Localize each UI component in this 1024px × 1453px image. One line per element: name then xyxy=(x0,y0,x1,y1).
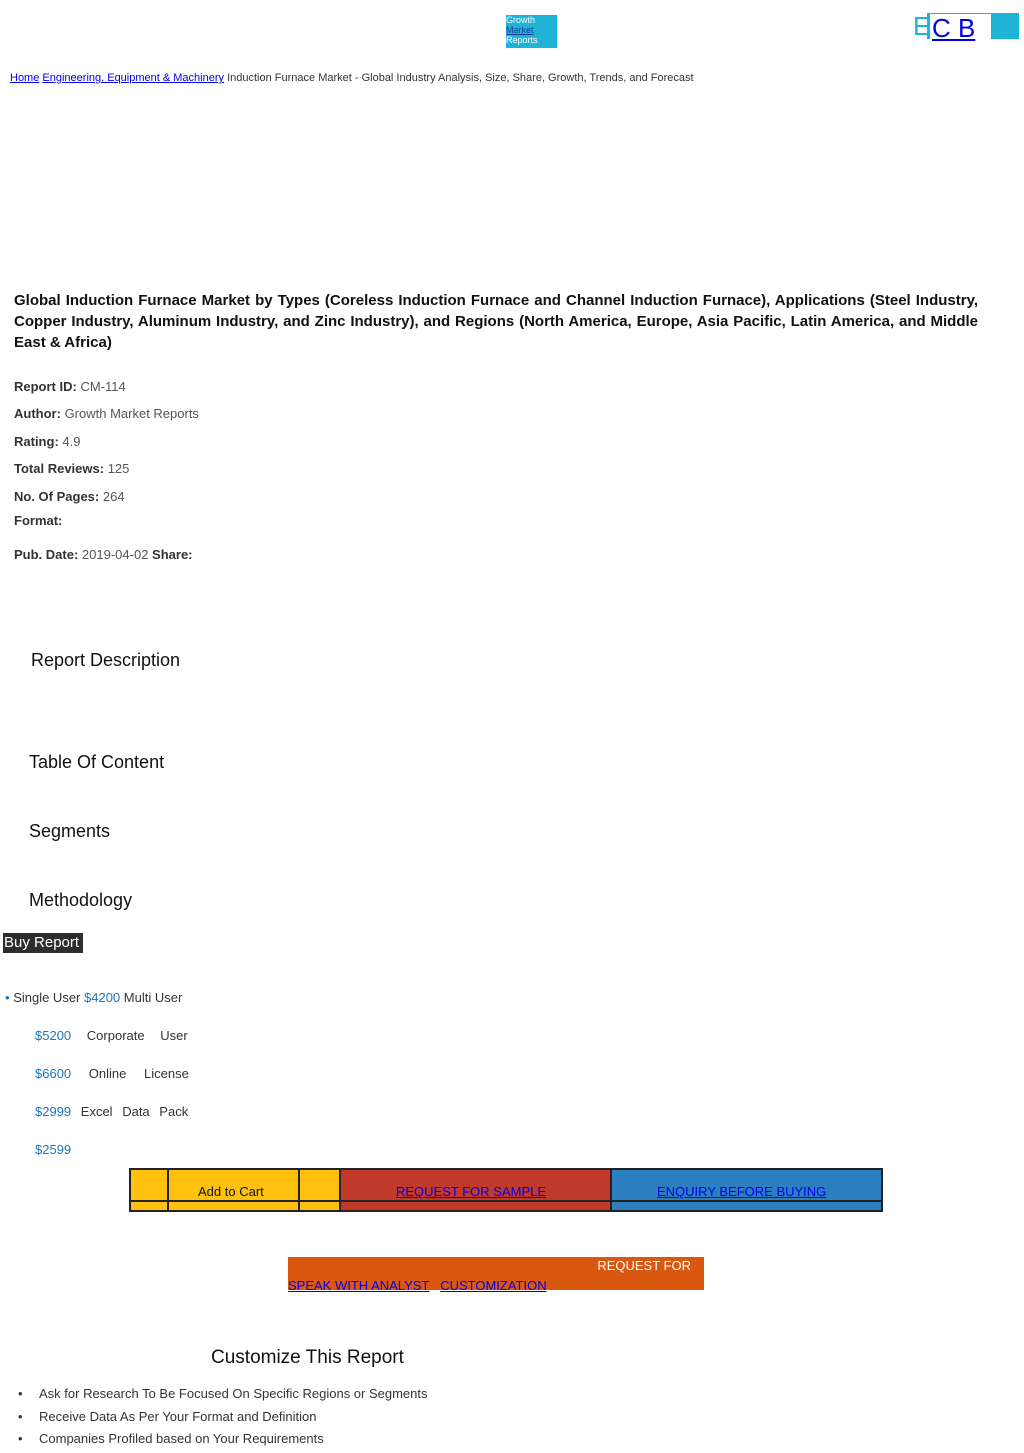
logo-line-2[interactable]: Market xyxy=(506,25,534,35)
price-bullet: • xyxy=(5,990,10,1005)
meta-pubdate xyxy=(14,547,193,562)
meta-report-id-value: CM-114 xyxy=(80,379,126,394)
enquiry-link[interactable]: ENQUIRY BEFORE BUYING xyxy=(657,1184,827,1199)
multi-user-label[interactable]: Multi User xyxy=(123,990,183,1005)
list-bullet: • xyxy=(18,1408,23,1424)
site-logo[interactable] xyxy=(506,15,557,48)
top-right-widget xyxy=(912,11,1019,43)
meta-format xyxy=(14,513,62,528)
add-to-cart-button[interactable] xyxy=(169,1170,300,1210)
breadcrumb-home-link[interactable]: Home xyxy=(10,72,40,84)
single-user-price: $4200 xyxy=(84,990,121,1005)
tab-segments[interactable]: Segments xyxy=(29,821,111,841)
multi-user-price: $5200 xyxy=(35,1028,72,1043)
meta-pages-value: 264 xyxy=(102,489,125,504)
excel-data-label[interactable]: Data xyxy=(122,1104,150,1119)
breadcrumb-current: Induction Furnace Market - Global Industry Analysis, Size, Share, Growth, Trends, and Forecast xyxy=(227,72,694,84)
meta-pages xyxy=(14,489,125,504)
enquiry-button[interactable] xyxy=(612,1170,881,1210)
logo-line-1: Growth xyxy=(506,15,536,25)
list-item-text: Receive Data As Per Your Format and Definition xyxy=(39,1408,317,1424)
meta-report-id-label: Report ID: xyxy=(14,379,77,394)
analyst-links xyxy=(288,1278,547,1293)
single-user-label[interactable]: Single User xyxy=(13,990,81,1005)
meta-pubdate-label: Pub. Date: xyxy=(14,547,79,562)
excel-pack-label[interactable]: Pack xyxy=(159,1104,189,1119)
top-right-letter: E xyxy=(913,11,931,41)
meta-rating xyxy=(14,434,80,449)
request-sample-button[interactable] xyxy=(341,1170,612,1210)
tab-report-description[interactable]: Report Description xyxy=(31,650,181,670)
price-row-corporate xyxy=(35,1066,189,1081)
list-item-text: Ask for Research To Be Focused On Specific Regions or Segments xyxy=(39,1386,428,1401)
tab-table-of-content[interactable]: Table Of Content xyxy=(29,752,165,772)
report-title: Global Induction Furnace Market by Types (Coreless Induction Furnace and Channel Induction Furnace), Applications (Steel Industry, Copper Industry, Aluminum Industry, and Zinc Industry), and Regions (North America, Europe, Asia Pacific, Latin America, and Middle East & Africa) xyxy=(14,292,978,351)
meta-pages-label: No. Of Pages: xyxy=(14,489,100,504)
price-row-online xyxy=(35,1104,188,1119)
corporate-price: $6600 xyxy=(35,1066,72,1081)
speak-with-analyst-link[interactable]: SPEAK WITH ANALYST xyxy=(288,1278,430,1293)
corporate-user-label[interactable]: User xyxy=(160,1028,188,1043)
cart-cell-left xyxy=(131,1170,169,1210)
button-row-divider xyxy=(131,1200,881,1202)
meta-report-id xyxy=(14,379,126,394)
meta-reviews-label: Total Reviews: xyxy=(14,461,105,476)
add-to-cart-label: Add to Cart xyxy=(198,1184,264,1199)
meta-author xyxy=(14,406,199,421)
meta-format-label: Format: xyxy=(14,513,63,528)
request-for-label: REQUEST FOR xyxy=(597,1258,691,1273)
online-price: $2999 xyxy=(35,1104,72,1119)
meta-author-label: Author: xyxy=(14,406,61,421)
meta-rating-label: Rating: xyxy=(14,434,59,449)
customize-title: Customize This Report xyxy=(211,1347,404,1368)
request-sample-link[interactable]: REQUEST FOR SAMPLE xyxy=(396,1184,547,1199)
meta-pubdate-value: 2019-04-02 xyxy=(81,547,149,562)
breadcrumb-category-link[interactable]: Engineering, Equipment & Machinery xyxy=(42,72,225,84)
top-right-link[interactable]: C B xyxy=(930,14,991,42)
price-row-single xyxy=(5,990,182,1005)
cart-cell-right xyxy=(300,1170,341,1210)
online-label[interactable]: Online xyxy=(88,1066,127,1081)
action-button-row xyxy=(129,1168,883,1212)
online-license-label[interactable]: License xyxy=(143,1066,189,1081)
corporate-label[interactable]: Corporate xyxy=(86,1028,145,1043)
customization-link[interactable]: CUSTOMIZATION xyxy=(440,1278,547,1293)
meta-author-value: Growth Market Reports xyxy=(64,406,199,421)
breadcrumb xyxy=(10,72,694,84)
list-bullet: • xyxy=(18,1386,23,1401)
excel-label[interactable]: Excel xyxy=(80,1104,113,1119)
buy-report-heading: Buy Report xyxy=(3,933,83,953)
meta-reviews xyxy=(14,461,129,476)
meta-share-label: Share: xyxy=(152,547,193,562)
excel-price: $2599 xyxy=(35,1142,72,1157)
logo-line-3: Reports xyxy=(506,35,538,45)
list-bullet: • xyxy=(18,1431,23,1446)
price-row-multi xyxy=(35,1028,188,1043)
meta-rating-value: 4.9 xyxy=(62,434,81,449)
price-row-excel xyxy=(35,1142,71,1157)
list-item-text: Companies Profiled based on Your Requirements xyxy=(39,1431,324,1446)
analyst-customization-banner[interactable] xyxy=(288,1257,704,1293)
tab-methodology[interactable]: Methodology xyxy=(29,890,133,910)
meta-reviews-value: 125 xyxy=(107,461,130,476)
